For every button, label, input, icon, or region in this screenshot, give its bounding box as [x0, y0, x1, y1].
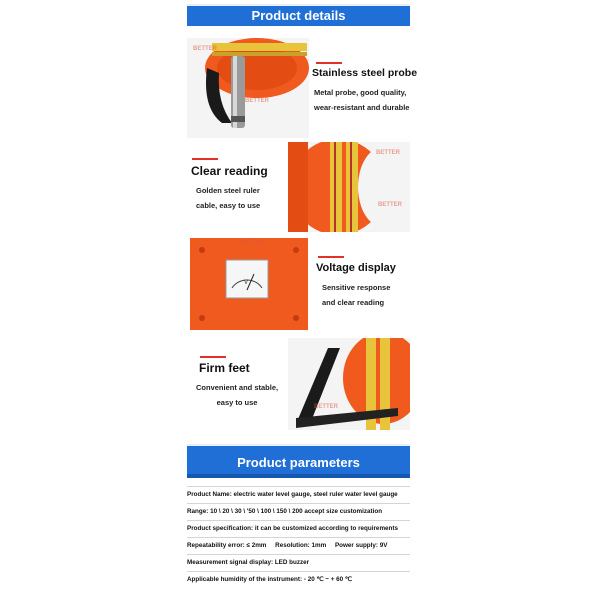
feature-desc-line: easy to use	[216, 398, 258, 407]
watermark: BETTER	[378, 202, 402, 208]
param-row-humidity: Applicable humidity of the instrument: - 20 ℃ ~ + 60 ℃	[187, 576, 352, 583]
param-divider	[187, 520, 410, 521]
param-row-range: Range: 10 \ 20 \ 30 \ '50 \ 100 \ 150 \ 200 accept size customization	[187, 508, 383, 515]
product-details-heading: Product details	[187, 4, 410, 26]
voltage-meter-photo	[190, 238, 308, 330]
accent-dash	[318, 256, 344, 258]
param-divider	[187, 503, 410, 504]
feet-stand-photo	[288, 338, 410, 430]
accent-dash	[316, 62, 342, 64]
feature-desc-line: Convenient and stable,	[196, 383, 279, 392]
param-row-display: Measurement signal display: LED buzzer	[187, 559, 310, 566]
feature-title-probe: Stainless steel probe	[312, 67, 418, 79]
feature-desc-voltage	[322, 280, 390, 310]
feature-desc-reading	[196, 183, 260, 213]
ruler-photo	[288, 142, 410, 232]
feature-desc-line: and clear reading	[322, 298, 385, 307]
feature-desc-line: Sensitive response	[322, 283, 391, 292]
watermark: BETTER	[193, 46, 217, 52]
accent-dash	[200, 356, 226, 358]
param-row-spec: Product specification: it can be customized according to requirements	[187, 525, 398, 532]
feature-desc-line: cable, easy to use	[196, 201, 261, 210]
feature-desc-line: wear-resistant and durable	[314, 103, 410, 112]
product-parameters-heading: Product parameters	[187, 444, 410, 478]
param-row-name: Product Name: electric water level gauge, steel ruler water level gauge	[187, 491, 398, 498]
accent-dash	[192, 158, 218, 160]
param-divider	[187, 571, 410, 572]
feature-desc-probe	[314, 85, 409, 115]
watermark: BETTER	[245, 98, 269, 104]
param-row-error: Repeatability error: ≤ 2mm Resolution: 1mm Power supply: 9V	[187, 542, 388, 549]
feature-title-voltage: Voltage display	[316, 262, 396, 274]
watermark: BETTER	[376, 150, 400, 156]
param-divider	[187, 486, 410, 487]
feature-title-feet: Firm feet	[199, 361, 250, 375]
svg-text:V: V	[244, 280, 249, 286]
feature-desc-line: Golden steel ruler	[196, 186, 260, 195]
param-divider	[187, 554, 410, 555]
probe-photo	[187, 38, 309, 138]
param-divider	[187, 537, 410, 538]
feature-desc-feet	[196, 380, 278, 410]
watermark: BETTER	[314, 404, 338, 410]
feature-desc-line: Metal probe, good quality,	[314, 88, 407, 97]
watermark: BETTER	[240, 240, 264, 246]
feature-title-reading: Clear reading	[191, 164, 268, 178]
